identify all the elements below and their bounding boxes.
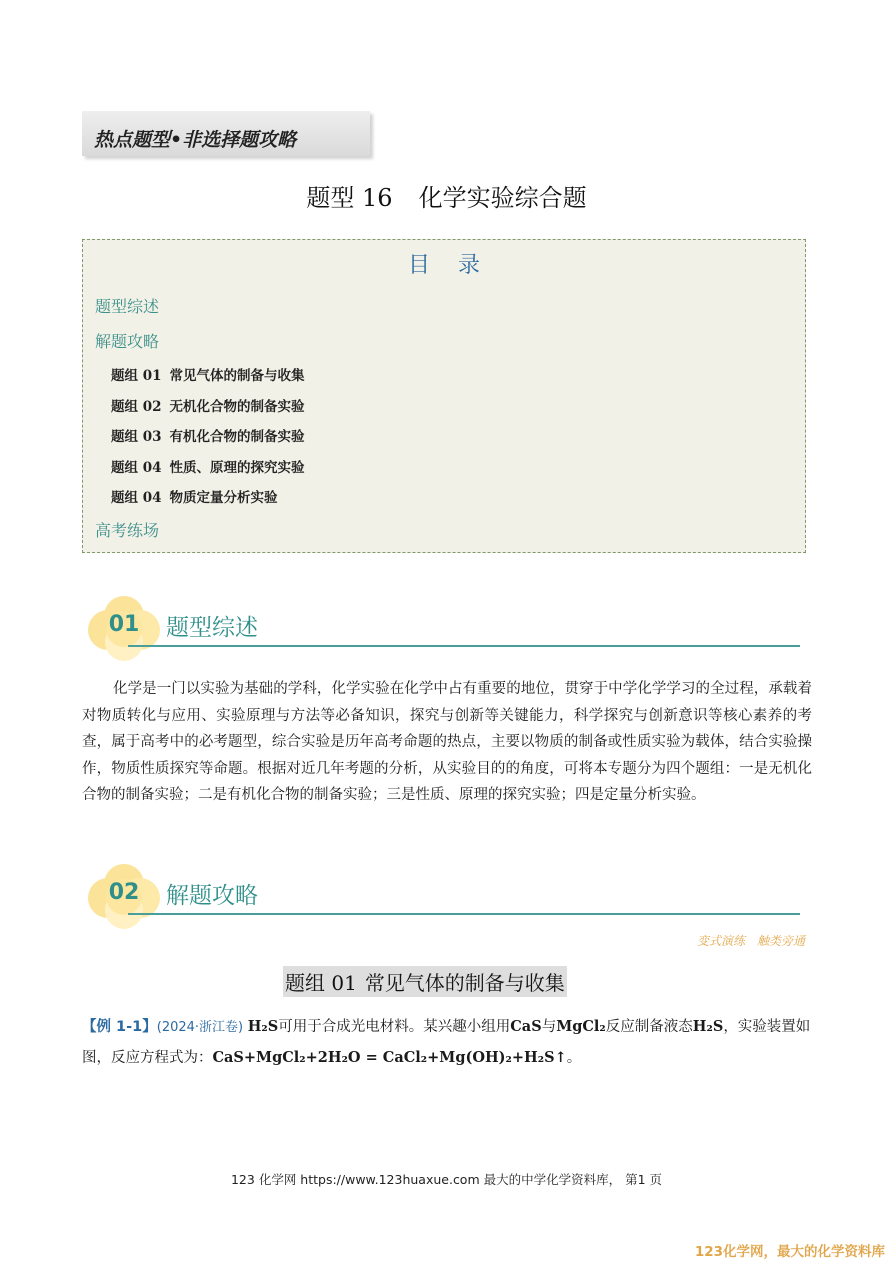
section-header-overview bbox=[88, 596, 808, 666]
banner-text: 热点题型•非选择题攻略 bbox=[94, 129, 297, 151]
tagline bbox=[697, 932, 805, 949]
reaction-equation: CaS+MgCl₂+2H₂O = CaCl₂+Mg(OH)₂+H₂S↑ bbox=[212, 1049, 567, 1066]
group-title bbox=[283, 966, 567, 997]
toc-link-practice[interactable]: 高考练场 bbox=[95, 521, 160, 540]
group-text: 常见气体的制备与收集 bbox=[364, 971, 565, 995]
toc-sub-num: 题组 03 bbox=[111, 429, 162, 445]
formula-h2s: H₂S bbox=[247, 1018, 279, 1035]
group-number: 题组 01 bbox=[285, 971, 357, 995]
toc-sub-text: 常见气体的制备与收集 bbox=[169, 368, 305, 384]
intro-paragraph: 化学是一门以实验为基础的学科，化学实验在化学中占有重要的地位，贯穿于中学化学学习的全过程，承载着对物质转化与应用、实验原理与方法等必备知识，探究与创新等关键能力，科学探究与创新意识等核心素养的考查，属于高考中的必考题型，综合实验是历年高考命题的热点，主要以物质的制备或性质实验为载体，结合实验操作，物质性质探究等命题。根据对近几年考题的分析，从实验目的的角度，可将本专题分为四个题组：一是无机化合物的制备实验；二是有机化合物的制备实验；三是性质、原理的探究实验；四是定量分析实验。 bbox=[82, 681, 812, 803]
title-number: 题型 16 bbox=[306, 184, 393, 212]
tagline-a: 变式演练 bbox=[696, 934, 745, 948]
example-label: 【例 1-1】 bbox=[82, 1019, 157, 1035]
toc-link-group-1[interactable] bbox=[111, 364, 305, 384]
toc-link-strategy[interactable]: 解题攻略 bbox=[95, 332, 160, 351]
section-header-strategy bbox=[88, 864, 808, 934]
example-text-3: 反应制备液态 bbox=[605, 1019, 693, 1035]
example-text-2: 与 bbox=[541, 1019, 557, 1035]
toc-sub-num: 题组 02 bbox=[111, 399, 162, 415]
toc-link-group-4[interactable] bbox=[111, 456, 305, 476]
section-title: 解题攻略 bbox=[166, 883, 258, 909]
section-divider bbox=[128, 913, 800, 915]
toc-link-group-3[interactable] bbox=[111, 425, 305, 445]
title-text: 化学实验综合题 bbox=[418, 184, 587, 212]
toc-sub-text: 无机化合物的制备实验 bbox=[169, 399, 305, 415]
example-end: 。 bbox=[566, 1050, 582, 1066]
formula-mgcl2: MgCl₂ bbox=[556, 1018, 606, 1035]
toc-sub-text: 性质、原理的探究实验 bbox=[169, 460, 305, 476]
example-text-4: ，实验装置如图，反应方程式为： bbox=[82, 1019, 811, 1066]
section-title: 题型综述 bbox=[166, 615, 258, 641]
table-of-contents bbox=[82, 239, 806, 553]
toc-link-group-2[interactable] bbox=[111, 395, 305, 415]
example-text-1: 可用于合成光电材料。某兴趣小组用 bbox=[278, 1019, 511, 1035]
toc-link-overview[interactable]: 题型综述 bbox=[95, 297, 160, 316]
watermark: 123化学网，最大的化学资料库 bbox=[694, 1244, 885, 1260]
formula-h2s-2: H₂S bbox=[692, 1018, 724, 1035]
section-divider bbox=[128, 645, 800, 647]
toc-sub-num: 题组 04 bbox=[111, 490, 162, 506]
example-question bbox=[82, 1012, 812, 1073]
toc-sub-num: 题组 04 bbox=[111, 460, 162, 476]
page-footer: 123 化学网 https://www.123huaxue.com 最大的中学化学资料库， 第1 页 bbox=[230, 1172, 663, 1187]
toc-link-group-5[interactable] bbox=[111, 486, 278, 506]
toc-sub-text: 有机化合物的制备实验 bbox=[169, 429, 305, 445]
toc-sub-text: 物质定量分析实验 bbox=[169, 490, 278, 506]
toc-sub-num: 题组 01 bbox=[111, 368, 162, 384]
section-banner bbox=[82, 111, 370, 156]
page-title bbox=[0, 178, 893, 213]
tagline-b: 触类旁通 bbox=[756, 934, 805, 948]
toc-heading: 目录 bbox=[407, 253, 508, 278]
section-number: 01 bbox=[108, 612, 140, 637]
formula-cas: CaS bbox=[510, 1018, 542, 1035]
example-source: (2024·浙江卷) bbox=[156, 1020, 244, 1035]
section-number: 02 bbox=[108, 880, 140, 905]
